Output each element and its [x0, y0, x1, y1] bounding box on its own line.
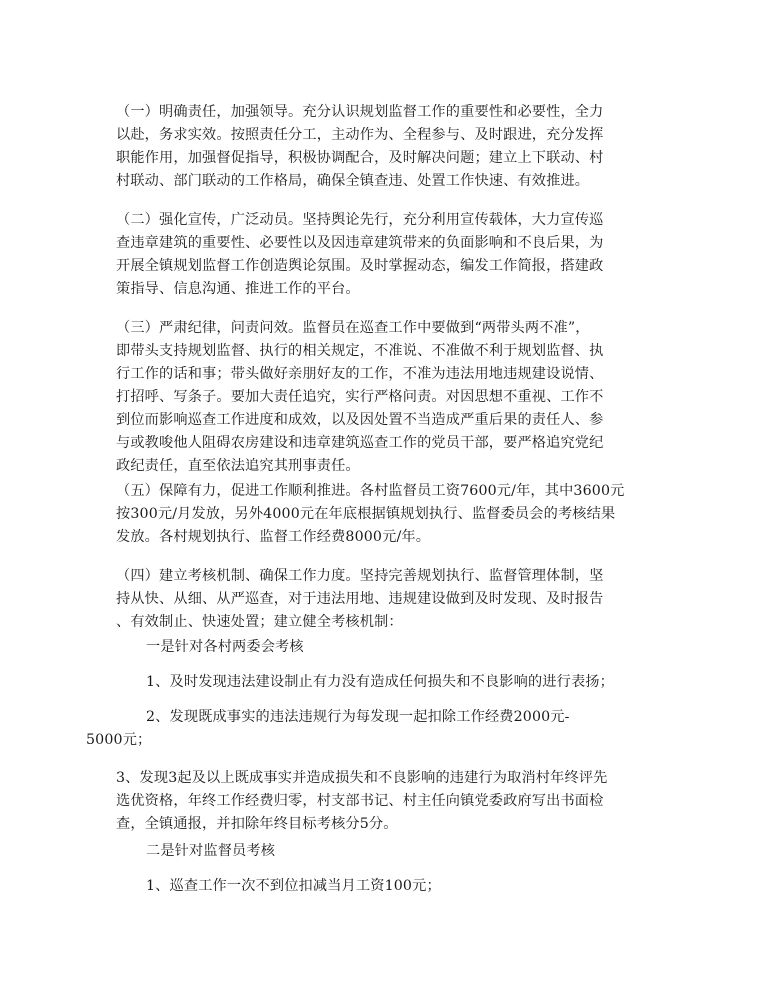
text-line: 按300元/月发放，另外4000元在年底根据镇规划执行、监督委员会的考核结果 — [116, 506, 616, 522]
text-line: 查违章建筑的重要性、必要性以及因违章建筑带来的负面影响和不良后果，为 — [116, 235, 604, 251]
paragraph-funding — [116, 480, 661, 549]
list-item-disqualify — [116, 767, 661, 836]
text-line: 以赴，务求实效。按照责任分工，主动作为、全程参与、及时跟进，充分发挥 — [116, 127, 604, 143]
text-line: 2、发现既成事实的违法违规行为每发现一起扣除工作经费2000元- — [146, 709, 570, 725]
text-line: 到位而影响巡查工作进度和成效，以及因处置不当造成严重后果的责任人、参 — [116, 412, 604, 428]
subheading-supervisor — [116, 840, 661, 863]
text-line: 村联动、部门联动的工作格局，确保全镇查违、处置工作快速、有效推进。 — [116, 173, 590, 189]
text-line: 发放。各村规划执行、监督工作经费8000元/年。 — [116, 529, 431, 545]
text-line: 开展全镇规划监督工作创造舆论氛围。及时掌握动态，编发工作简报，搭建政 — [116, 258, 604, 274]
paragraph-responsibility — [116, 101, 661, 193]
list-item-praise — [116, 671, 661, 694]
text-line: 政纪责任，直至依法追究其刑事责任。 — [116, 458, 360, 474]
text-line: 1、及时发现违法建设制止有力没有造成任何损失和不良影响的进行表扬； — [146, 674, 614, 690]
text-line: 一是针对各村两委会考核 — [146, 639, 304, 655]
text-line: （三）严肃纪律，问责问效。监督员在巡查工作中要做到“两带头两不准”， — [116, 320, 590, 336]
text-line: 持从快、从细、从严巡查，对于违法用地、违规建设做到及时发现、及时报告 — [116, 591, 604, 607]
text-line: 选优资格，年终工作经费归零，村支部书记、村主任向镇党委政府写出书面检 — [116, 793, 604, 809]
text-line: （五）保障有力，促进工作顺利推进。各村监督员工资7600元/年，其中3600元 — [116, 483, 625, 499]
text-line: 打招呼、写条子。要加大责任追究，实行严格问责。对因思想不重视、工作不 — [116, 389, 604, 405]
text-line: 1、巡查工作一次不到位扣减当月工资100元； — [146, 878, 441, 894]
text-line: 查，全镇通报，并扣除年终目标考核分5分。 — [116, 816, 398, 832]
text-line: 行工作的话和事；带头做好亲朋好友的工作，不准为违法用地违规建设说情、 — [116, 366, 604, 382]
text-line: 3、发现3起及以上既成事实并造成损失和不良影响的违建行为取消村年终评先 — [116, 770, 608, 786]
text-line: 5000元； — [86, 732, 152, 748]
text-line: 、有效制止、快速处置；建立健全考核机制： — [116, 614, 403, 630]
paragraph-assessment — [116, 565, 661, 634]
text-line: 二是针对监督员考核 — [146, 843, 276, 859]
text-line: 即带头支持规划监督、执行的相关规定，不准说、不准做不利于规划监督、执 — [116, 343, 604, 359]
text-line: （一）明确责任，加强领导。充分认识规划监督工作的重要性和必要性，全力 — [116, 104, 604, 120]
text-line: 职能作用，加强督促指导，积极协调配合，及时解决问题；建立上下联动、村 — [116, 150, 604, 166]
text-line: （二）强化宣传，广泛动员。坚持舆论先行，充分利用宣传载体，大力宣传巡 — [116, 212, 604, 228]
paragraph-publicity — [116, 209, 661, 301]
list-item-salary-deduction — [116, 875, 661, 898]
paragraph-discipline — [116, 317, 661, 478]
text-line: 策指导、信息沟通、推进工作的平台。 — [116, 281, 360, 297]
list-item-deduction — [86, 706, 661, 752]
text-line: （四）建立考核机制、确保工作力度。坚持完善规划执行、监督管理体制，坚 — [116, 568, 604, 584]
subheading-village-committee — [116, 636, 661, 659]
text-line: 与或教唆他人阻碍农房建设和违章建筑巡查工作的党员干部，要严格追究党纪 — [116, 435, 604, 451]
